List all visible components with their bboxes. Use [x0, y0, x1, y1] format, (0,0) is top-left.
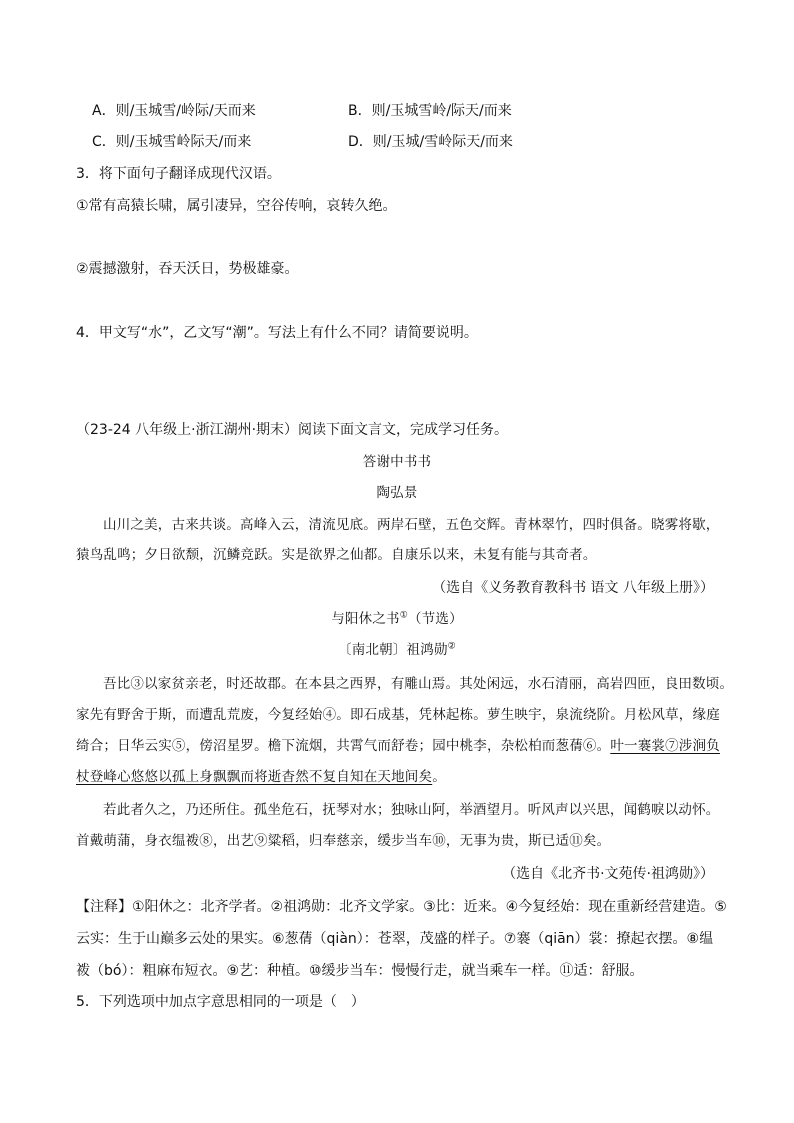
- text2-title-text: 与阳休之书: [331, 611, 400, 627]
- text2-source: （选自《北齐书·文苑传·祖鸿勋》）: [502, 866, 714, 882]
- text2-author-note: ②: [447, 641, 456, 652]
- notes-line-2: 云实：生于山巅多云处的果实。⑥葱蒨（qiàn）：苍翠，茂盛的样子。⑦褰（qiān）裳：撩起衣摆。⑧缊: [76, 931, 714, 947]
- text2-p1-line-3a: 绮合；日华云实⑤，傍沼星罗。檐下流烟，共霄气而舒卷；园中桃李，杂松柏而葱蒨⑥。: [76, 738, 611, 754]
- text1-line-2: 猿鸟乱鸣；夕日欲颓，沉鳞竞跃。实是欲界之仙都。自康乐以来，未复有能与其奇者。: [76, 547, 597, 563]
- text1-author: 陶弘景: [376, 485, 418, 501]
- question-3-sentence-2: ②震撼激射，吞天沃日，势极雄豪。: [76, 261, 299, 277]
- text1-title: 答谢中书书: [362, 454, 432, 470]
- notes-line-1: 【注释】①阳休之：北齐学者。②祖鸿勋：北齐文学家。③比：近来。④今复经始：现在重新经营建造。⑤: [76, 899, 727, 915]
- question-4-stem: 4．甲文写“水”，乙文写“潮”。写法上有什么不同？请简要说明。: [76, 325, 478, 341]
- option-b: B．则/玉城雪岭/际天/而来: [348, 103, 512, 119]
- text2-p1-line-4: [76, 767, 446, 787]
- text2-p2-line-2: 首戴萌蒲，身衣缊袯⑧，出艺⑨粱稻，归奉慈亲，缓步当车⑩，无事为贵，斯已适⑪矣。: [76, 833, 611, 849]
- option-d: D．则/玉城/雪岭际天/而来: [348, 134, 513, 150]
- text1-line-1: 山川之美，古来共谈。高峰入云，清流见底。两岸石壁，五色交辉。青林翠竹，四时俱备。晓雾将歇，: [103, 517, 720, 533]
- text2-p2-line-1: 若此者久之，乃还所住。孤坐危石，抚琴对水；独咏山阿，举酒望月。听风声以兴思，闻鹤唳以动怀。: [103, 802, 720, 818]
- underlined-sentence-part-1: 叶一褰裳⑦涉涧负: [610, 738, 720, 754]
- text2-p1-line-2: 家先有野舍于斯，而遭乱荒废，今复经始④。即石成基，凭林起栋。萝生映宇，泉流绕阶。月松风草，缘庭: [76, 707, 720, 723]
- option-a: A．则/玉城雪/岭际/天而来: [92, 103, 256, 119]
- underlined-sentence-part-2: 杖登峰心悠悠以孤上身飘飘而将逝杳然不复自知在天地间矣: [76, 769, 433, 785]
- text2-p1-line-1: 吾比③以家贫亲老，时还故郡。在本县之西界，有雕山焉。其处闲远，水石清丽，高岩四匝，良田数顷。: [103, 676, 734, 692]
- text2-p1-line-4-end: 。: [432, 769, 446, 785]
- section-intro: （23-24 八年级上·浙江湖州·期末）阅读下面文言文，完成学习任务。: [76, 422, 509, 438]
- question-3-sentence-1: ①常有高猿长啸，属引凄异，空谷传响，哀转久绝。: [76, 198, 397, 214]
- text2-p1-line-3: [76, 736, 720, 756]
- text1-source: （选自《义务教育教科书 语文 八年级上册》）: [432, 580, 714, 596]
- text2-author-text: 〔南北朝〕祖鸿勋: [338, 642, 448, 658]
- question-5-stem: 5．下列选项中加点字意思相同的一项是（ ）: [76, 994, 365, 1010]
- text2-author: [0, 640, 794, 660]
- notes-line-3: 袯（bó）：粗麻布短衣。⑨艺：种植。⑩缓步当车：慢慢行走，就当乘车一样。⑪适：舒服。: [76, 963, 644, 979]
- text2-title-note: ①: [399, 610, 408, 621]
- text2-title-suffix: （节选）: [407, 611, 463, 627]
- option-c: C．则/玉城雪岭际天/而来: [92, 134, 252, 150]
- question-3-stem: 3．将下面句子翻译成现代汉语。: [76, 166, 281, 182]
- text2-title: [0, 609, 794, 629]
